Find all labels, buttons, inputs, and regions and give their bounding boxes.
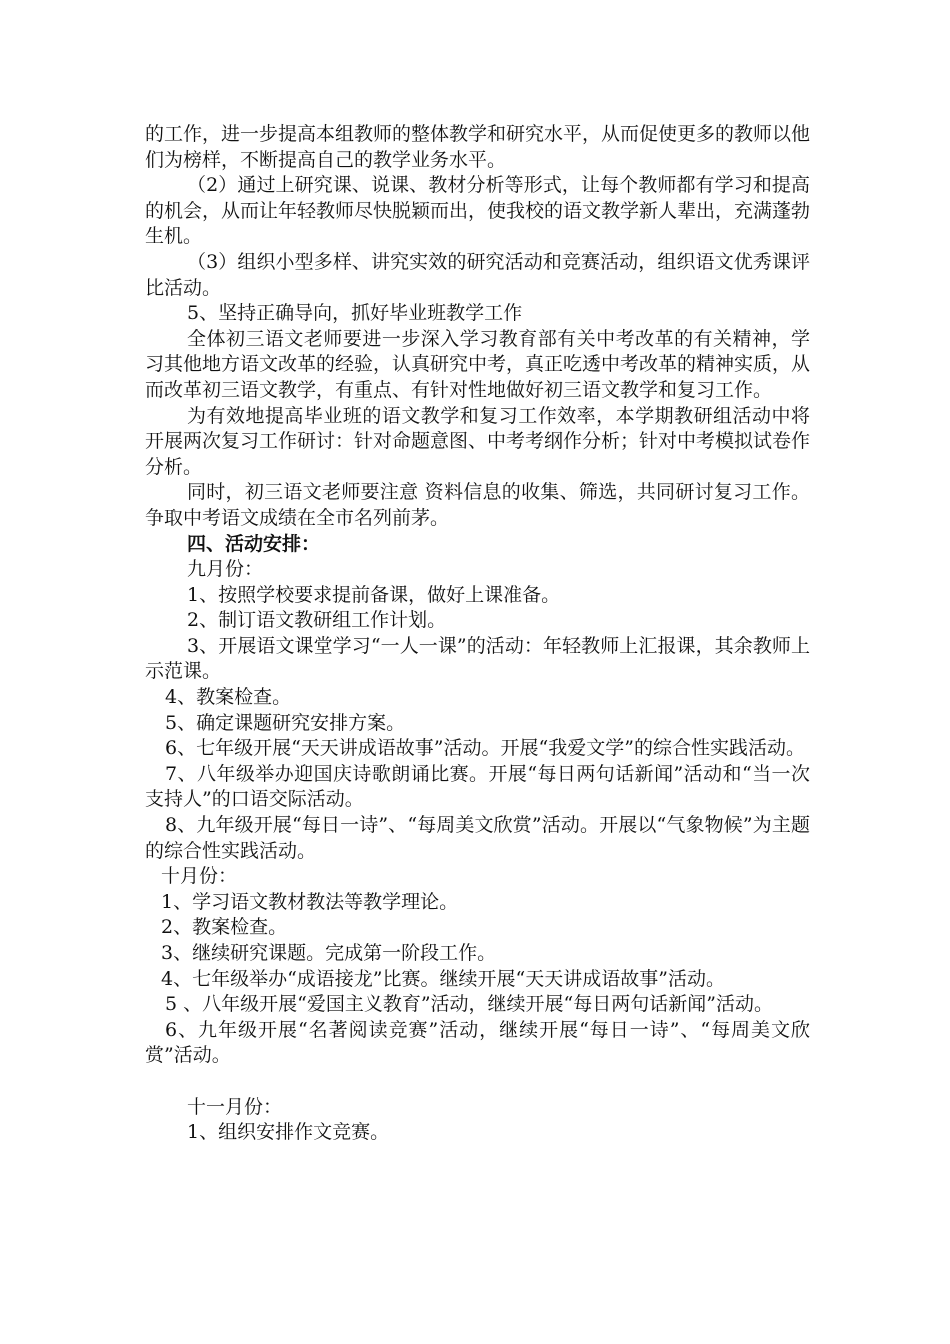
- paragraph: （2）通过上研究课、说课、教材分析等形式，让每个教师都有学习和提高的机会，从而让年轻教师尽快脱颖而出，使我校的语文教学新人辈出，充满蓬勃生机。: [145, 174, 811, 248]
- paragraph: 的工作，进一步提高本组教师的整体教学和研究水平，从而促使更多的教师以他们为榜样，不断提高自己的教学业务水平。: [145, 123, 811, 171]
- paragraph: 全体初三语文老师要进一步深入学习教育部有关中考改革的有关精神，学习其他地方语文改革的经验，认真研究中考，真正吃透中考改革的精神实质，从而改革初三语文教学，有重点、有针对性地做好初三语文教学和复习工作。: [145, 327, 811, 401]
- list-item: 2、教案检查。: [161, 916, 288, 939]
- list-item: 8、九年级开展“每日一诗”、“每周美文欣赏”活动。开展以“气象物候”为主题的综合性实践活动。: [145, 814, 810, 862]
- blank-line: [145, 1069, 810, 1095]
- month-heading: 九月份：: [187, 558, 264, 581]
- list-item: 6、七年级开展“天天讲成语故事”活动。开展“我爱文学”的综合性实践活动。: [165, 737, 805, 760]
- list-item: 5 、八年级开展“爱国主义教育”活动，继续开展“每日两句话新闻”活动。: [165, 993, 773, 1016]
- month-heading: 十月份：: [161, 865, 238, 888]
- month-heading: 十一月份：: [187, 1095, 283, 1118]
- list-item: 1、组织安排作文竞赛。: [187, 1121, 390, 1144]
- list-item: 4、教案检查。: [165, 686, 292, 709]
- section-heading: 四、活动安排：: [187, 532, 321, 555]
- list-item: 3、继续研究课题。完成第一阶段工作。: [161, 942, 497, 964]
- list-item: 5、确定课题研究安排方案。: [165, 711, 406, 734]
- list-item: 4、七年级举办“成语接龙”比赛。继续开展“天天讲成语故事”活动。: [161, 967, 725, 990]
- list-item: 7、八年级举办迎国庆诗歌朗诵比赛。开展“每日两句话新闻”活动和“当一次支持人”的口语交际活动。: [145, 762, 810, 811]
- paragraph: 同时，初三语文老师要注意 资料信息的收集、筛选，共同研讨复习工作。争取中考语文成绩在全市名列前茅。: [145, 481, 810, 529]
- list-item: 2、制订语文教研组工作计划。: [187, 609, 447, 632]
- list-item: 3、开展语文课堂学习“一人一课”的活动：年轻教师上汇报课，其余教师上示范课。: [145, 634, 810, 683]
- paragraph: 为有效地提高毕业班的语文教学和复习工作效率，本学期教研组活动中将开展两次复习工作研讨：针对命题意图、中考考纲作分析；针对中考模拟试卷作分析。: [145, 404, 811, 478]
- list-item: 6、九年级开展“名著阅读竞赛”活动，继续开展“每日一诗”、“每周美文欣赏”活动。: [145, 1018, 810, 1067]
- list-item: 1、学习语文教材教法等教学理论。: [161, 890, 459, 913]
- list-item: 1、按照学校要求提前备课，做好上课准备。: [187, 583, 561, 606]
- document-body: [145, 122, 810, 1146]
- section-heading: 5、坚持正确导向，抓好毕业班教学工作: [187, 302, 523, 325]
- paragraph: （3）组织小型多样、讲究实效的研究活动和竞赛活动，组织语文优秀课评比活动。: [145, 250, 810, 299]
